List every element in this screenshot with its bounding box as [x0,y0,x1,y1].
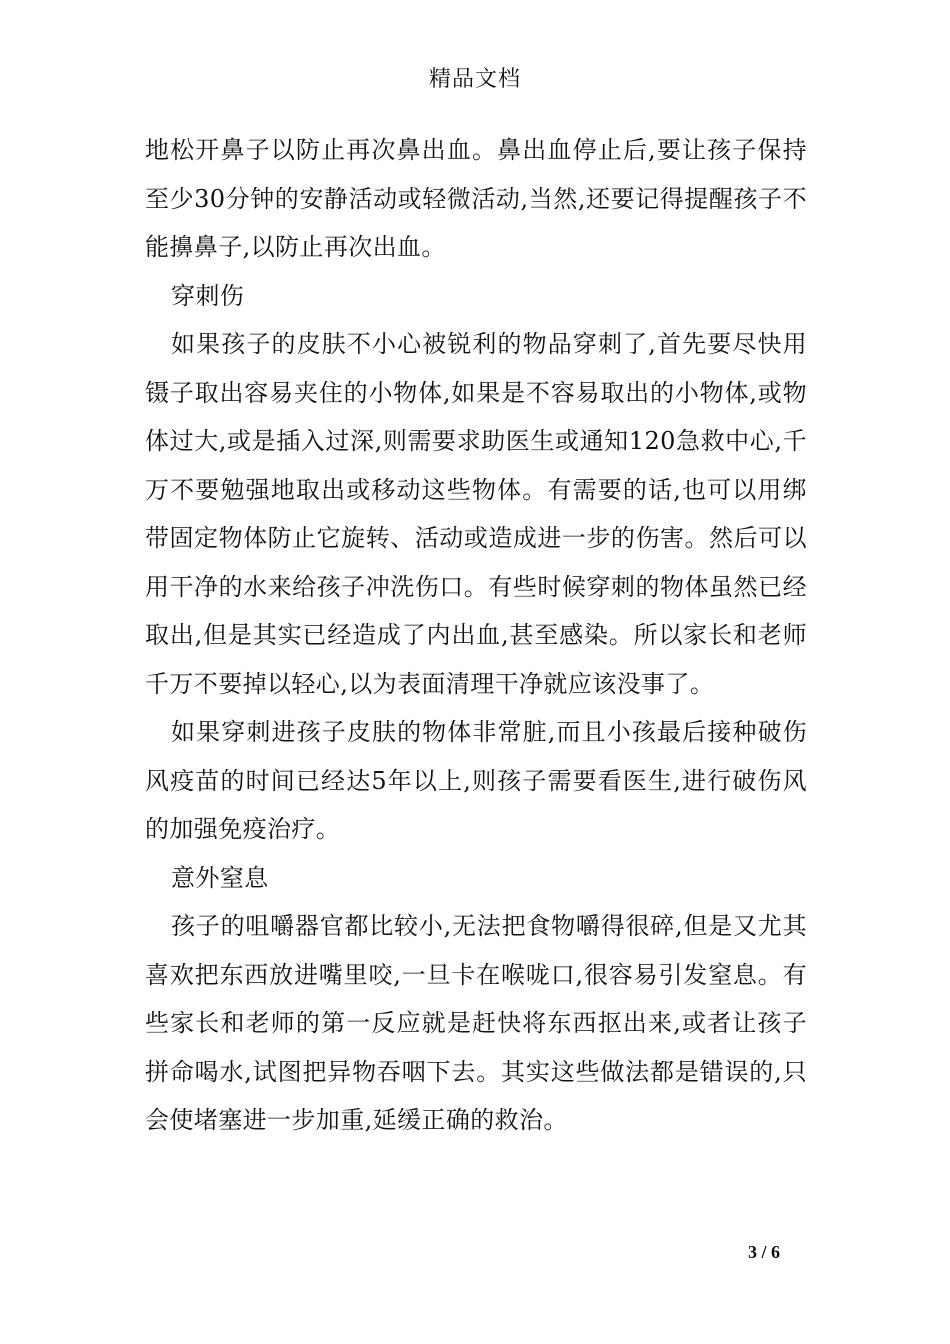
paragraph-tetanus: 如果穿刺进孩子皮肤的物体非常脏,而且小孩最后接种破伤风疫苗的时间已经达5年以上,则孩子需要看医生,进行破伤风的加强免疫治疗。 [145,718,807,843]
paragraph-continuation: 地松开鼻子以防止再次鼻出血。鼻出血停止后,要让孩子保持至少30分钟的安静活动或轻微活动,当然,还要记得提醒孩子不能擤鼻子,以防止再次出血。 [145,136,807,261]
section-heading-choking: 意外窒息 [171,863,269,892]
document-body [145,126,807,1145]
document-header [0,64,950,96]
paragraph-puncture-treatment: 如果孩子的皮肤不小心被锐利的物品穿刺了,首先要尽快用镊子取出容易夹住的小物体,如果是不容易取出的小物体,或物体过大,或是插入过深,则需要求助医生或通知120急救中心,千万不要勉强地取出或移动这些物体。有需要的话,也可以用绑带固定物体防止它旋转、活动或造成进一步的伤害。然后可以用干净的水来给孩子冲洗伤口。有些时候穿刺的物体虽然已经取出,但是其实已经造成了内出血,甚至感染。所以家长和老师千万不要掉以轻心,以为表面清理干净就应该没事了。 [145,330,807,698]
page-number: 3 / 6 [747,1242,780,1262]
header-title: 精品文档 [428,67,521,92]
section-heading-puncture: 穿刺伤 [171,281,245,310]
paragraph-choking: 孩子的咀嚼器官都比较小,无法把食物嚼得很碎,但是又尤其喜欢把东西放进嘴里咬,一旦卡在喉咙口,很容易引发窒息。有些家长和老师的第一反应就是赶快将东西抠出来,或者让孩子拼命喝水,试图把异物吞咽下去。其实这些做法都是错误的,只会使堵塞进一步加重,延缓正确的救治。 [145,912,807,1134]
